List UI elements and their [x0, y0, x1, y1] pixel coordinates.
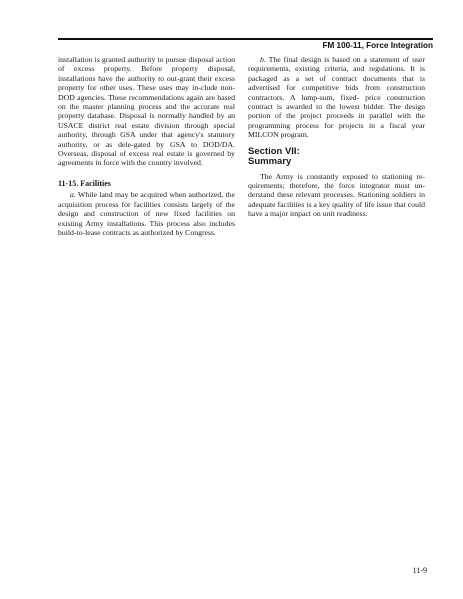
section-heading-title: Summary: [248, 156, 292, 168]
subparagraph-letter: a.: [70, 190, 76, 200]
body-paragraph: installation is granted authority to pursue disposal action of excess property. Before property disposal, installations have the authority to out-grant their excess property for other uses. These uses may in-clude non-DOD agencies. These recommendations again are based on the master planning process and the accurate real property database. Disposal is normally handled by an USACE district real estate division through special authority, through GSA under that agency's statutory authority, or as dele-gated by GSA to DOD/DA. Overseas, disposal of excess real estate is governed by agreements in force with the country involved.: [58, 55, 235, 168]
body-paragraph: [248, 55, 425, 140]
left-column: [58, 55, 235, 237]
page-number: 11-9: [412, 566, 427, 575]
body-paragraph: The Army is constantly exposed to stationing re-quirements; therefore, the force integrator must un-derstand these relevant processes. Stationing soldiers in adequate facilities is a key quality of life issue that could have a major impact on unit readiness.: [248, 171, 425, 219]
running-head: FM 100-11, Force Integration: [322, 41, 433, 50]
paragraph-heading: 11-15. Facilities: [58, 178, 111, 188]
section-heading: [248, 147, 425, 168]
header-rule: [58, 38, 433, 40]
subparagraph-text: While land may be acquired when authorized, the acquisition process for facilities consists largely of the design and construction of new fixed facilities on existing Army installations. This process also includes build-to-lease contracts as authorized by Congress.: [58, 190, 235, 237]
subparagraph-letter: b.: [260, 55, 266, 64]
section-heading-number: Section VII:: [248, 145, 300, 157]
right-column: [248, 55, 425, 219]
subparagraph-text: The final design is based on a statement of user requirements, existing criteria, and regulations. It is packaged as a set of contract documents that is advertised for competitive bids from construction contractors. A lump-sum, fixed- price construction contract is awarded to the lowest bidder. The design portion of the project proceeds in parallel with the programming process for projects in a fiscal year MILCON program.: [248, 55, 425, 140]
body-paragraph: [58, 190, 235, 237]
